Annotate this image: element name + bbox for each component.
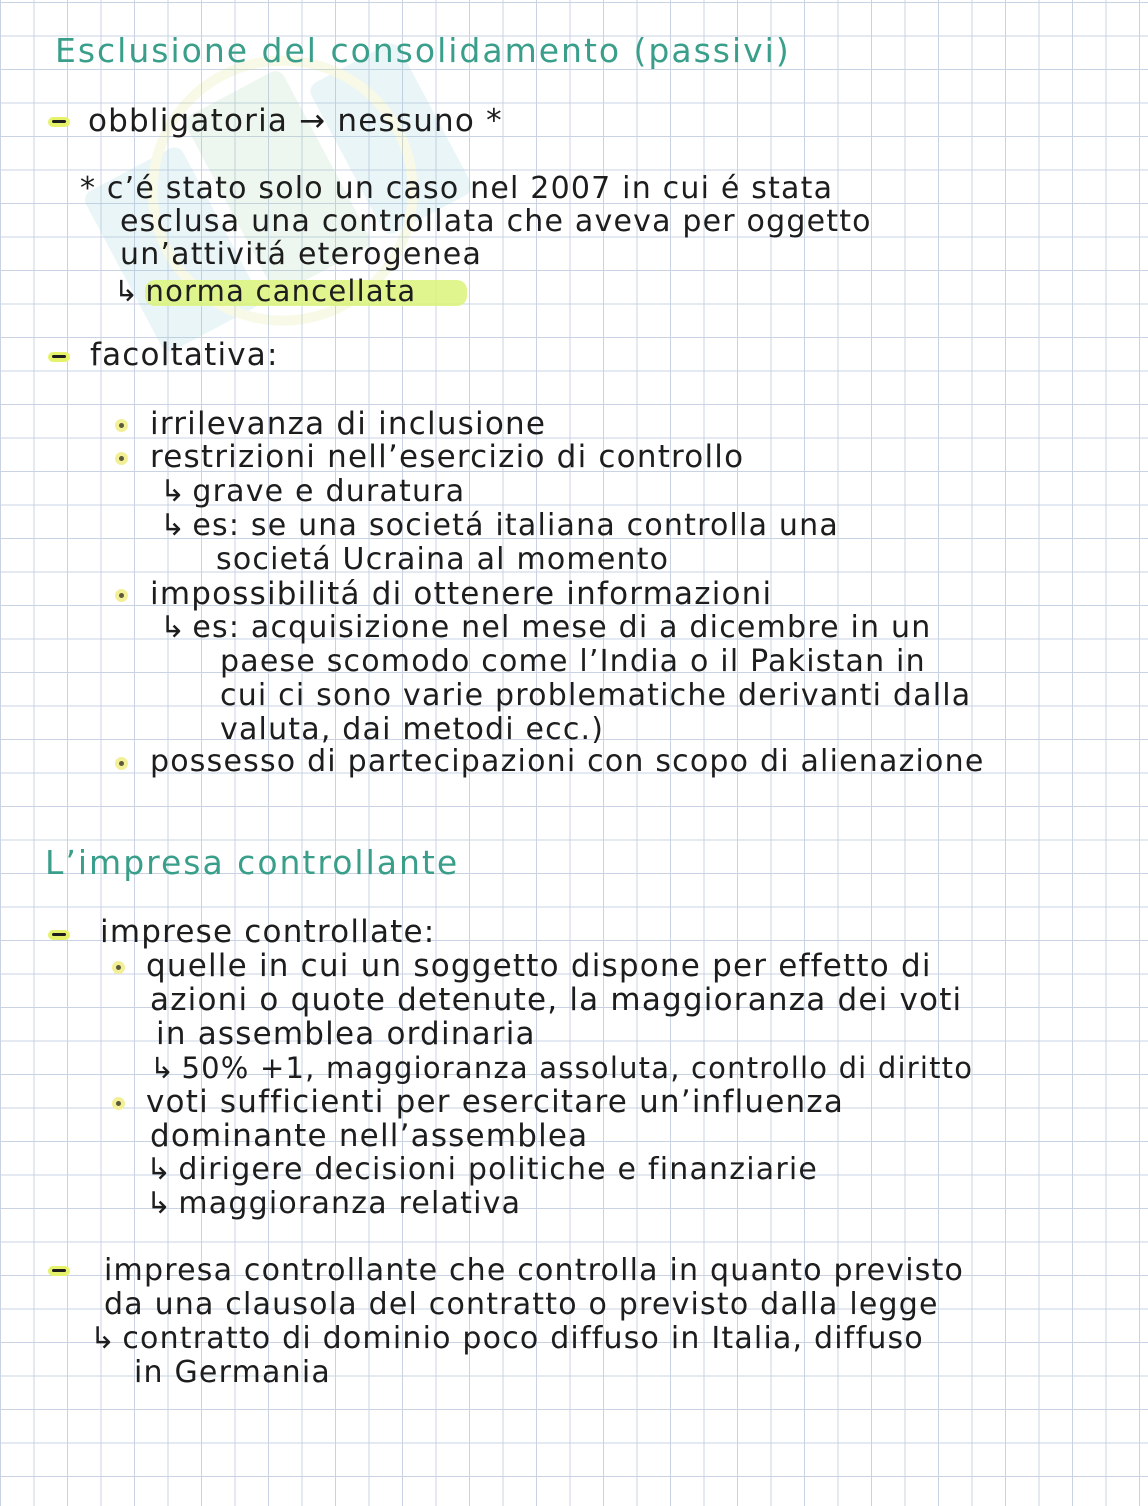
sub-contratto-cont: in Germania [134, 1355, 331, 1390]
note-line: esclusa una controllata che aveva per oggetto [120, 204, 872, 239]
sub-arrow-icon: ↳ [160, 474, 187, 509]
sub-acq-cont: valuta, dai metodi ecc.) [220, 712, 605, 747]
sub-maggioranza-relativa: ↳ maggioranza relativa [146, 1186, 522, 1221]
dash-bullet-icon [48, 117, 70, 127]
sub-es-acquisizione: ↳ es: acquisizione nel mese di a dicembre in un [160, 610, 932, 645]
sub-contratto-dominio: ↳ contratto di dominio poco diffuso in Italia, diffuso [90, 1321, 924, 1356]
dot-bullet-icon [115, 757, 128, 770]
dot-bullet-icon [112, 1097, 125, 1110]
sub-es-societa: ↳ es: se una societá italiana controlla una [160, 508, 839, 543]
dash-bullet-icon [48, 930, 70, 940]
sub-arrow-icon: ↳ [160, 610, 187, 645]
dot-bullet-icon [115, 589, 128, 602]
sub-grave: ↳ grave e duratura [160, 474, 466, 509]
item-facoltativa: facoltativa: [90, 337, 279, 373]
dot-bullet-icon [115, 452, 128, 465]
sub-acq-cont: paese scomodo come l’India o il Pakistan in [220, 644, 926, 679]
sub-arrow-icon: ↳ [146, 1152, 173, 1187]
sub-dirigere: ↳ dirigere decisioni politiche e finanziarie [146, 1152, 819, 1187]
sub-arrow-icon: ↳ [160, 508, 187, 543]
sub-arrow-icon: ↳ [150, 1051, 176, 1085]
note-sub-label: norma cancellata [145, 274, 417, 308]
dot-bullet-icon [115, 419, 128, 432]
sub-arrow-icon: ↳ [146, 1186, 173, 1221]
dash-bullet-icon [48, 352, 70, 362]
bullet-quelle-cont: in assemblea ordinaria [156, 1016, 536, 1052]
note-line: un’attivitá eterogenea [120, 237, 483, 272]
dot-bullet-icon [112, 961, 125, 974]
dash-bullet-icon [48, 1266, 70, 1276]
sub-50-percent: ↳ 50% +1, maggioranza assoluta, controllo di diritto [150, 1051, 974, 1085]
section-title-controllante: L’impresa controllante [45, 843, 460, 882]
item-obbligatoria: obbligatoria → nessuno * [88, 103, 503, 139]
bullet-restrizioni: restrizioni nell’esercizio di controllo [150, 439, 745, 475]
item-imprese-controllate: imprese controllate: [100, 914, 436, 950]
bullet-possesso: possesso di partecipazioni con scopo di alienazione [150, 744, 985, 779]
note-line: * c’é stato solo un caso nel 2007 in cui é stata [80, 171, 834, 206]
item-impresa-cont: da una clausola del contratto o previsto dalla legge [104, 1287, 939, 1322]
item-impresa-controllante: impresa controllante che controlla in quanto previsto [104, 1253, 965, 1288]
sub-arrow-icon: ↳ [114, 274, 140, 308]
sub-arrow-icon: ↳ [90, 1321, 117, 1356]
bullet-irrilevanza: irrilevanza di inclusione [150, 406, 547, 442]
bullet-voti: voti sufficienti per esercitare un’influenza [146, 1084, 845, 1120]
bullet-voti-cont: dominante nell’assemblea [150, 1118, 589, 1154]
bullet-quelle: quelle in cui un soggetto dispone per effetto di [146, 948, 932, 984]
sub-acq-cont: cui ci sono varie problematiche derivanti dalla [220, 678, 972, 713]
note-sub [114, 274, 416, 308]
sub-es-societa-cont: societá Ucraina al momento [216, 542, 670, 577]
section-title-esclusione: Esclusione del consolidamento (passivi) [55, 31, 791, 70]
bullet-impossibilita: impossibilitá di ottenere informazioni [150, 576, 773, 612]
bullet-quelle-cont: azioni o quote detenute, la maggioranza dei voti [150, 982, 963, 1018]
